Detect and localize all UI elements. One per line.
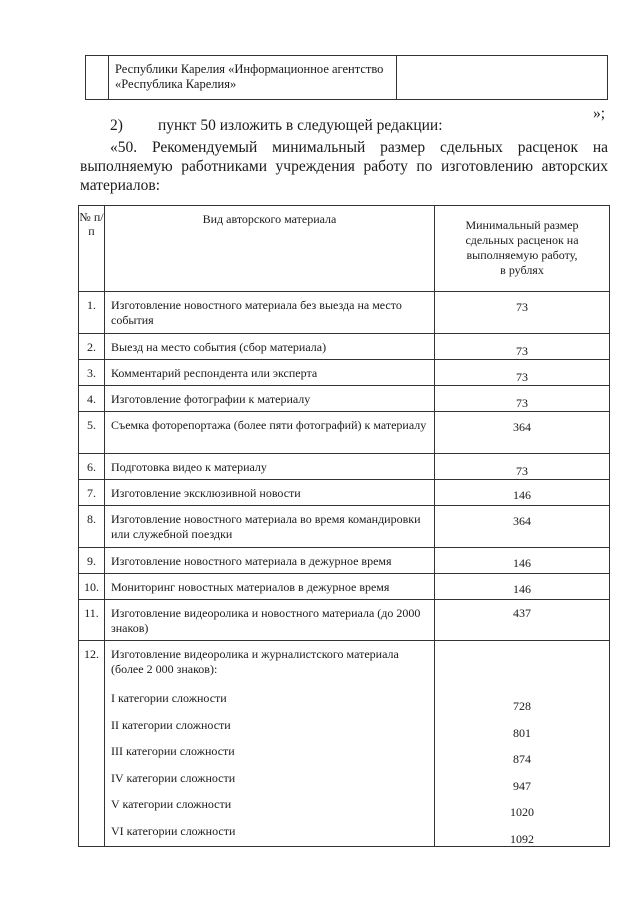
- row-val: 73: [435, 360, 610, 386]
- row-desc: Изготовление видеоролика и новостного материала (до 2000 знаков): [105, 600, 435, 641]
- row-val: 146: [435, 480, 610, 506]
- category-value: 801: [513, 725, 531, 740]
- row-desc: Изготовление новостного материала во время командировки или служебной поездки: [105, 506, 435, 548]
- row-num: 9.: [79, 548, 105, 574]
- row-num: 8.: [79, 506, 105, 548]
- row-num: 12.: [79, 641, 105, 847]
- table-row-categories: [79, 641, 610, 847]
- row-val: 146: [435, 548, 610, 574]
- category-value: 874: [513, 752, 531, 766]
- row-val: 364: [435, 412, 610, 454]
- continuation-value-cell: [397, 56, 608, 100]
- row-desc: Мониторинг новостных материалов в дежурное время: [105, 574, 435, 600]
- category-label: III категории сложности: [111, 744, 235, 758]
- row-desc: Подготовка видео к материалу: [105, 454, 435, 480]
- table-row: [79, 600, 610, 641]
- row-desc: Изготовление новостного материала в дежурное время: [105, 548, 435, 574]
- row-val: 73: [435, 386, 610, 412]
- row-val: 437: [435, 600, 610, 641]
- row-desc: Съемка фоторепортажа (более пяти фотографий) к материалу: [105, 412, 435, 454]
- table-row: [79, 334, 610, 360]
- row-val: 146: [435, 574, 610, 600]
- row-num: 2.: [79, 334, 105, 360]
- continuation-table: [85, 55, 608, 100]
- table-header-row: [79, 206, 610, 292]
- closing-quote: »;: [593, 105, 606, 122]
- category-label: II категории сложности: [111, 717, 231, 732]
- row-num: 10.: [79, 574, 105, 600]
- table-row: [79, 548, 610, 574]
- header-num: № п/п: [79, 206, 105, 292]
- row-val: [435, 641, 610, 847]
- row12-desc: Изготовление видеоролика и журналистского материала (более 2 000 знаков):: [111, 647, 399, 676]
- row-val: 364: [435, 506, 610, 548]
- row-desc: Изготовление фотографии к материалу: [105, 386, 435, 412]
- row-num: 6.: [79, 454, 105, 480]
- category-value: 728: [513, 699, 531, 713]
- category-label: V категории сложности: [111, 797, 232, 811]
- category-value: 1020: [510, 805, 534, 819]
- table-row: [79, 360, 610, 386]
- header-desc: Вид авторского материала: [105, 206, 435, 292]
- row-val: 73: [435, 454, 610, 480]
- continuation-num-cell: [86, 56, 109, 100]
- row-num: 1.: [79, 292, 105, 334]
- row-desc: Выезд на место события (сбор материала): [105, 334, 435, 360]
- row-val: 73: [435, 292, 610, 334]
- category-label: I категории сложности: [111, 691, 227, 705]
- row-val: 73: [435, 334, 610, 360]
- row-desc: [105, 641, 435, 847]
- table-row: [79, 454, 610, 480]
- table-row: [79, 574, 610, 600]
- row-num: 4.: [79, 386, 105, 412]
- paragraph-2-text: пункт 50 изложить в следующей редакции:: [158, 117, 443, 134]
- table-row: [79, 386, 610, 412]
- category-value: 1092: [510, 831, 534, 846]
- row-num: 7.: [79, 480, 105, 506]
- row-num: 5.: [79, 412, 105, 454]
- row-desc: Комментарий респондента или эксперта: [105, 360, 435, 386]
- category-label: IV категории сложности: [111, 770, 236, 785]
- table-row: [79, 412, 610, 454]
- row-desc: Изготовление новостного материала без выезда на место события: [105, 292, 435, 334]
- row-desc: Изготовление эксклюзивной новости: [105, 480, 435, 506]
- table-row: [79, 506, 610, 548]
- rates-table: [78, 205, 610, 847]
- header-val: Минимальный размер сдельных расценок на выполняемую работу, в рублях: [435, 206, 610, 292]
- row-num: 11.: [79, 600, 105, 641]
- paragraph-50: «50. Рекомендуемый минимальный размер сдельных расценок на выполняемую работниками учреждения работу по изготовлению авторских материалов:: [80, 139, 608, 194]
- continuation-text-cell: Республики Карелия «Информационное агентство «Республика Карелия»: [109, 56, 397, 100]
- table-row: [79, 292, 610, 334]
- table-row: [79, 480, 610, 506]
- row-num: 3.: [79, 360, 105, 386]
- category-label: VI категории сложности: [111, 823, 236, 838]
- paragraph-2-number: 2): [110, 117, 123, 134]
- category-value: 947: [513, 778, 531, 793]
